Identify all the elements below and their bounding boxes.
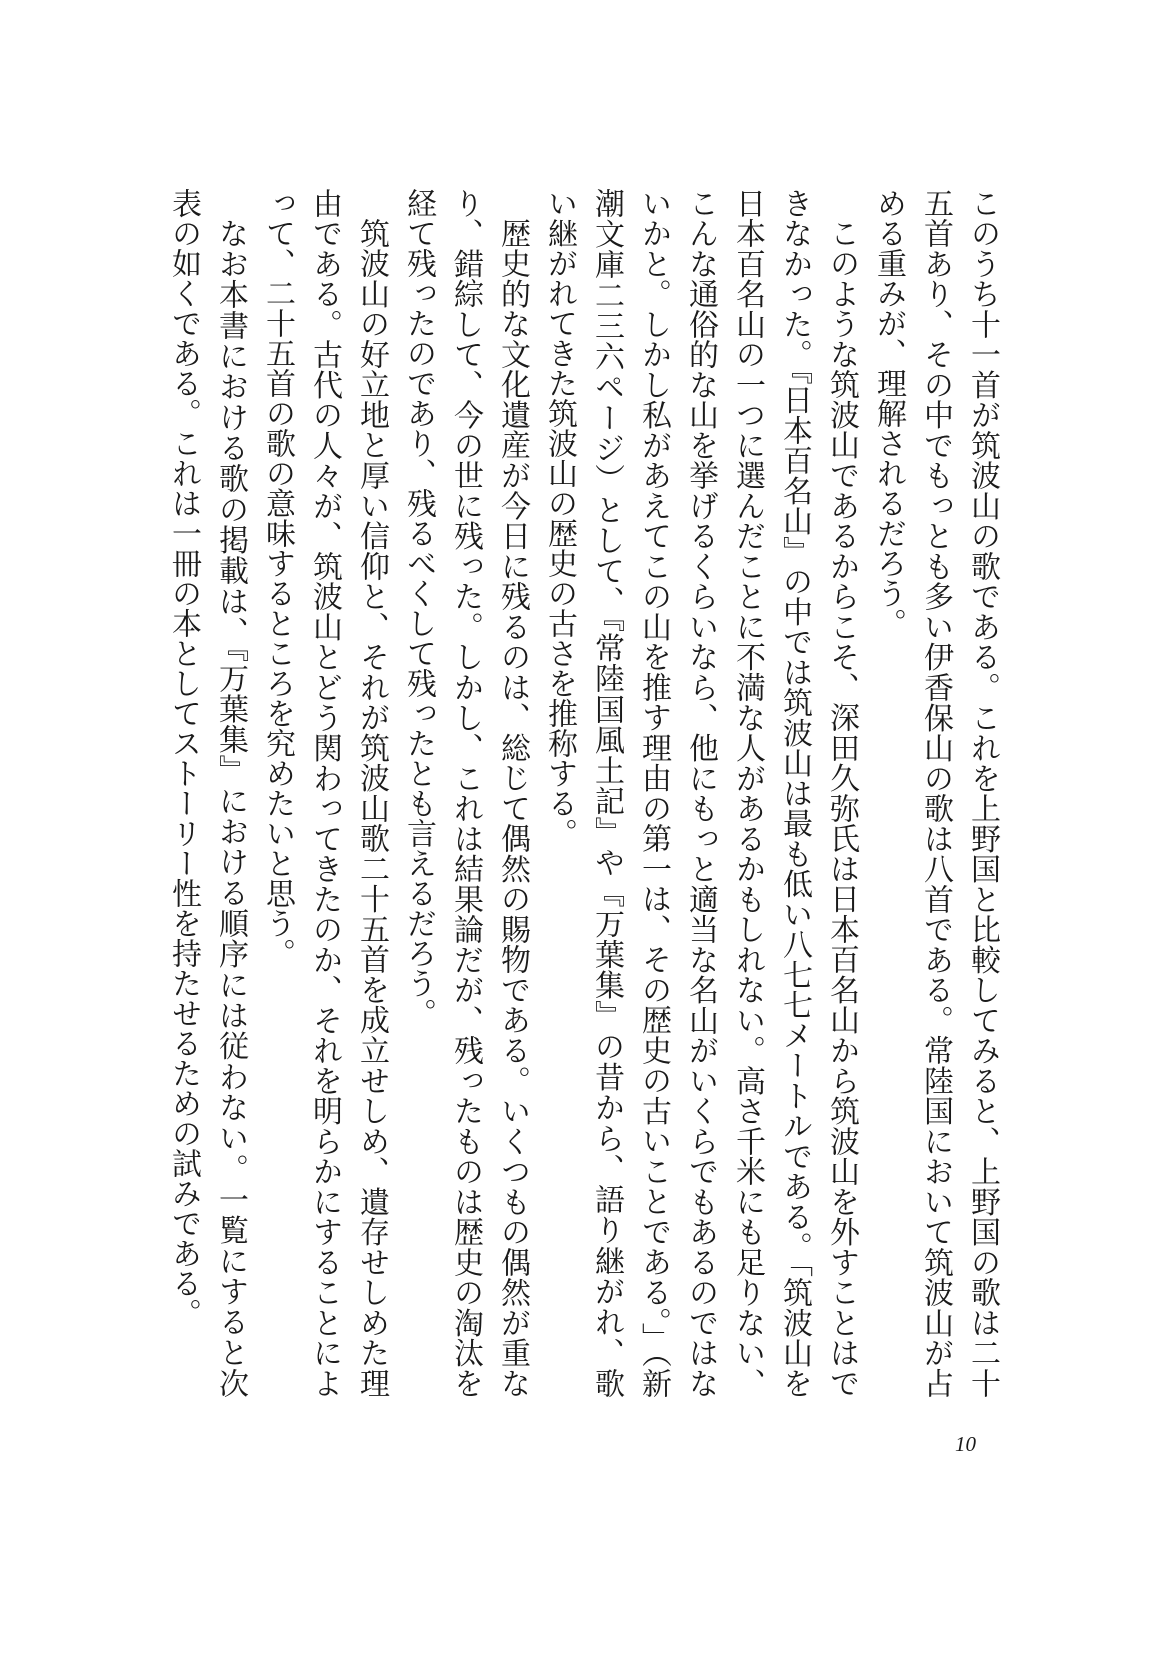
paragraph-4: 筑波山の好立地と厚い信仰と、それが筑波山歌二十五首を成立せしめ、遺存せしめた理由である。古代の人々が、筑波山とどう関わってきたのか、それを明らかにすることによって、二十五首の歌の意味するところを究めたいと思う。 <box>260 188 389 1398</box>
vertical-text-body <box>166 188 1006 1399</box>
paragraph-5: なお本書における歌の掲載は、『万葉集』における順序には従わない。一覧にすると次表の如くである。これは一冊の本としてストーリー性を持たせるための試みである。 <box>166 188 248 1399</box>
paragraph-3: 歴史的な文化遺産が今日に残るのは、総じて偶然の賜物である。いくつもの偶然が重なり、錯綜して、今の世に残った。しかし、これは結果論だが、残ったものは歴史の淘汰を経て残ったのであり、残るべくして残ったとも言えるだろう。 <box>401 188 530 1399</box>
paragraph-2: このような筑波山であるからこそ、深田久弥氏は日本百名山から筑波山を外すことはできなかった。『日本百名山』の中では筑波山は最も低い八七七メートルである。「筑波山を日本百名山の一つに選んだことに不満な人があるかもしれない。高さ千米にも足りない、こんな通俗的な山を挙げるくらいなら、他にもっと適当な名山がいくらでもあるのではないかと。しかし私があえてこの山を推す理由の第一は、その歴史の古いことである。」（新潮文庫二三六ページ）として、『常陸国風土記』や『万葉集』の昔から、語り継がれ、歌い継がれてきた筑波山の歴史の古さを推称する。 <box>542 188 859 1399</box>
paragraph-1: このうち十一首が筑波山の歌である。これを上野国と比較してみると、上野国の歌は二十五首あり、その中でもっとも多い伊香保山の歌は八首である。常陸国において筑波山が占める重みが、理解されるだろう。 <box>871 188 1000 1399</box>
page-number: 10 <box>955 1432 976 1456</box>
